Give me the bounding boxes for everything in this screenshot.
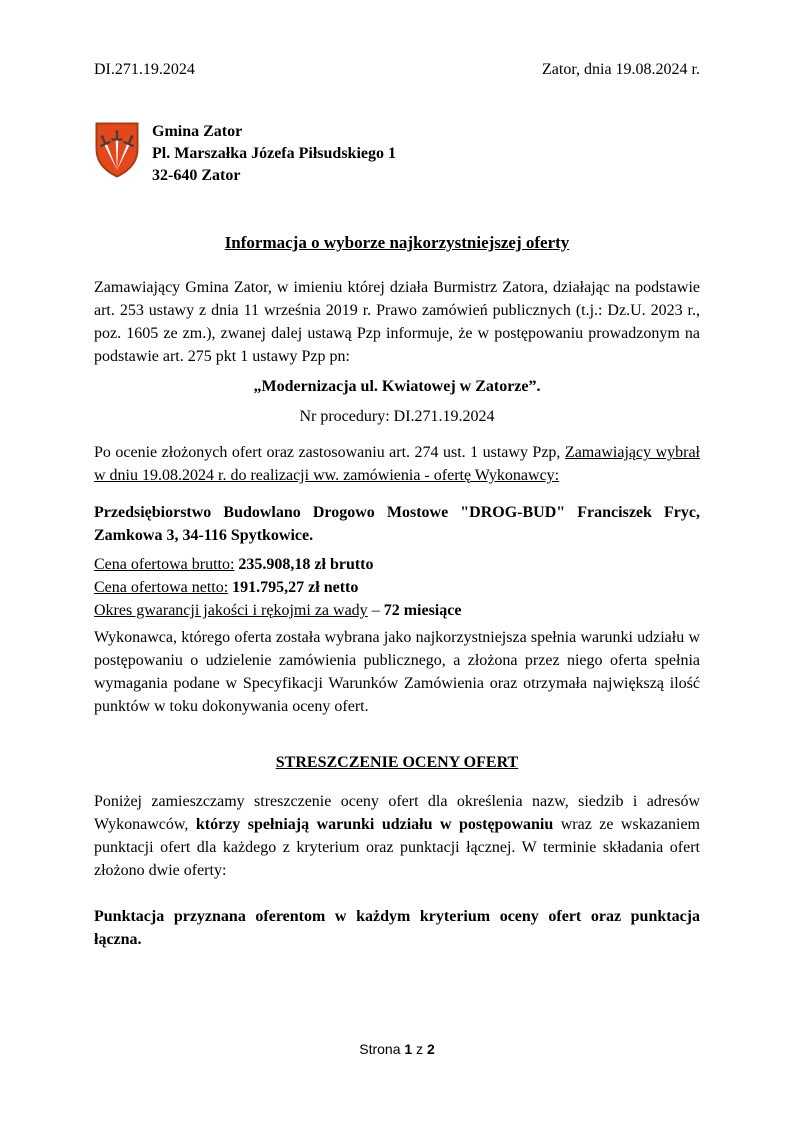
zator-coat-of-arms-icon [94,121,140,179]
paragraph-scoring: Punktacja przyznana oferentom w każdym kryterium oceny ofert oraz punktacja łączna. [94,908,700,948]
page-footer [0,1038,794,1061]
selection-text: Po ocenie złożonych ofert oraz zastosowaniu art. 274 ust. 1 ustawy Pzp, [94,444,565,461]
footer-total-pages: 2 [426,1041,435,1057]
procedure-number: Nr procedury: DI.271.19.2024 [299,408,495,425]
paragraph-selection [94,441,700,487]
date-line: Zator, dnia 19.08.2024 r. [542,61,700,78]
section-heading: STRESZCZENIE OCENY OFERT [275,754,519,771]
document-title: Informacja o wyborze najkorzystniejszej oferty [224,233,570,252]
footer-separator: z [412,1041,427,1057]
offer-detail-gross-price: Cena ofertowa brutto: 235.908,18 zł brutto [94,556,374,573]
summary-bold-text: którzy spełniają warunki udziału w postępowaniu [195,816,554,833]
footer-page-number: 1 [404,1041,413,1057]
sender-block [94,121,700,187]
sender-address-line1: Pl. Marszałka Józefa Piłsudskiego 1 [152,145,396,162]
offer-detail-warranty: Okres gwarancji jakości i rękojmi za wady – 72 miesiące [94,602,462,619]
project-name: „Modernizacja ul. Kwiatowej w Zatorze”. [253,378,541,395]
selection-underlined-text: Zamawiający wybrał w dniu 19.08.2024 r. do realizacji ww. zamówienia - ofertę Wykonawcy: [94,444,700,484]
paragraph-summary [94,790,700,882]
sender-name: Gmina Zator [152,123,243,140]
footer-prefix: Strona [359,1041,405,1057]
document-header [94,58,700,81]
summary-text-1: Poniżej zamieszczamy streszczenie oceny ofert dla określenia nazw, siedzib i adresów Wykonawców, [94,793,700,833]
sender-address [152,121,396,187]
summary-text-2: wraz ze wskazaniem punktacji ofert dla każdego z kryterium oraz punktacji łącznej. W terminie składania ofert złożono dwie oferty: [94,816,700,879]
sender-address-line2: 32-640 Zator [152,167,241,184]
offer-details [94,553,700,622]
reference-number: DI.271.19.2024 [94,61,195,78]
offer-detail-net-price: Cena ofertowa netto: 191.795,27 zł netto [94,579,359,596]
contractor-name: Przedsiębiorstwo Budowlano Drogowo Mostowe "DROG-BUD" Franciszek Fryc, Zamkowa 3, 34-116 Spytkowice. [94,504,700,544]
paragraph-winner: Wykonawca, którego oferta została wybrana jako najkorzystniejsza spełnia warunki udziału w postępowaniu o udzielenie zamówienia publicznego, a złożona przez niego oferta spełnia wymagania podane w Specyfikacji Warunków Zamówienia oraz otrzymała największą ilość punktów w toku dokonywania oceny ofert. [94,629,700,715]
paragraph-intro: Zamawiający Gmina Zator, w imieniu której działa Burmistrz Zatora, działając na podstawie art. 253 ustawy z dnia 11 września 2019 r. Prawo zamówień publicznych (t.j.: Dz.U. 2023 r., poz. 1605 ze zm.), zwanej dalej ustawą Pzp informuje, że w postępowaniu prowadzonym na podstawie art. 275 pkt 1 ustawy Pzp pn: [94,279,700,365]
